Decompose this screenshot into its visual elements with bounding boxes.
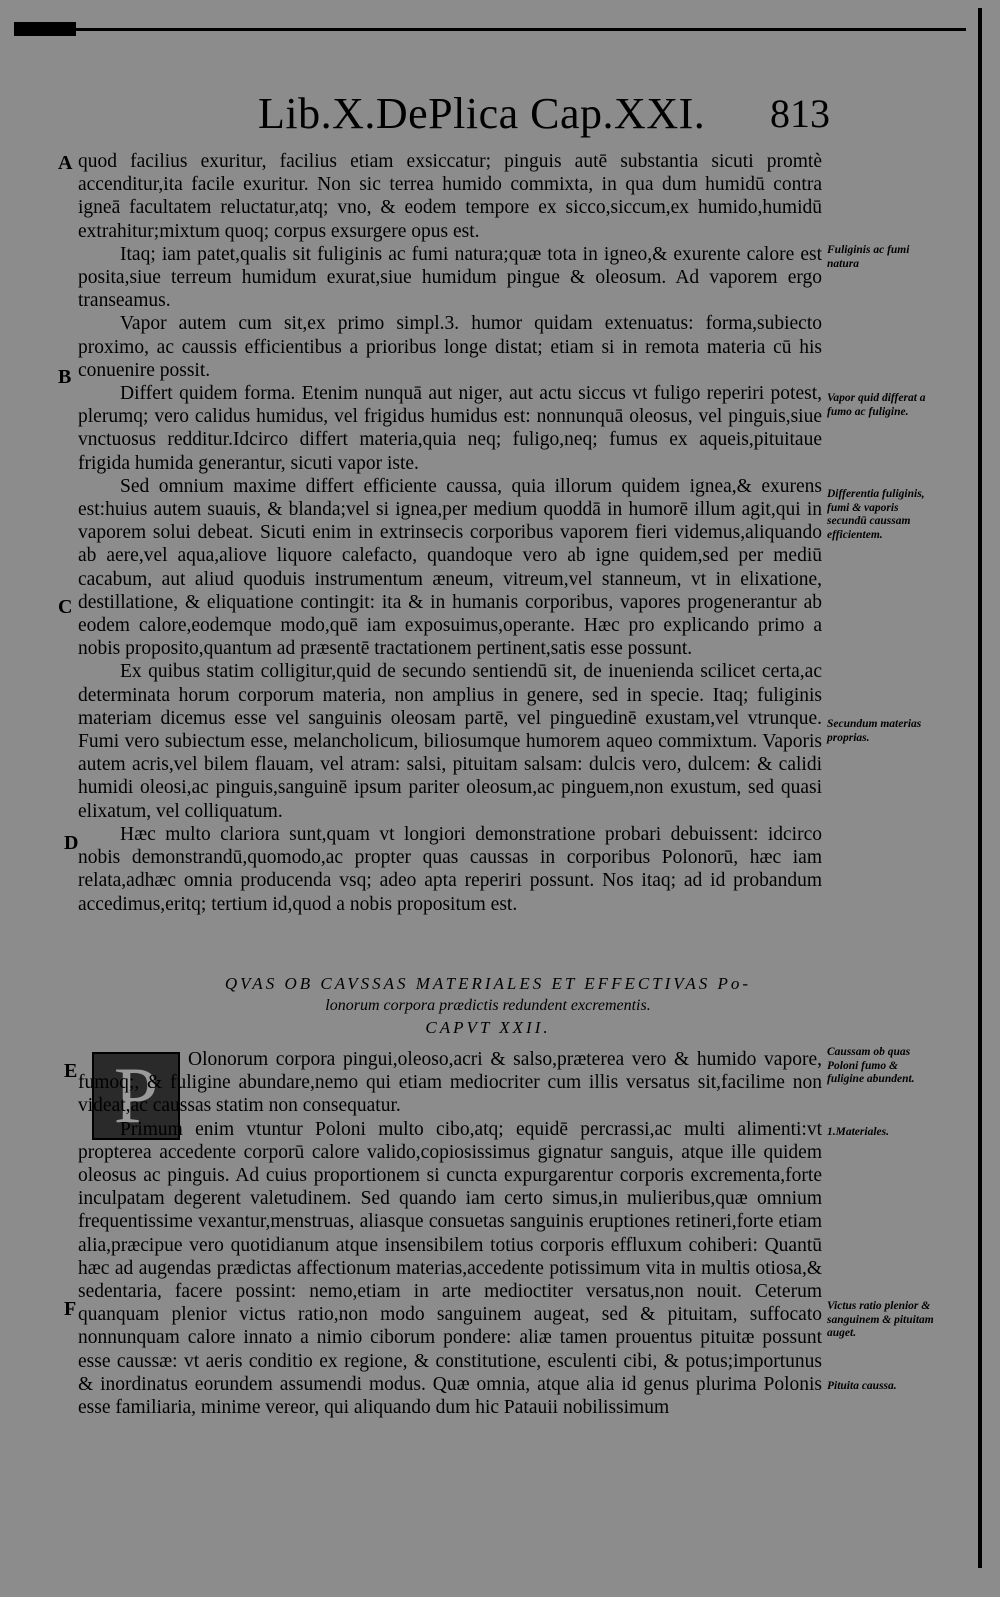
chapter-heading-line-1: QVAS OB CAVSSAS MATERIALES ET EFFECTIVAS Po- <box>224 974 752 993</box>
top-rule <box>14 18 969 24</box>
margin-note: Pituita caussa. <box>827 1380 897 1392</box>
section-letter-c: C <box>58 596 73 618</box>
paragraph: Vapor autem cum sit,ex primo simpl.3. humor quidam extenuatus: forma,subiecto proximo, ac caussis efficientibus a prioribus longe distat; etiam si in remota materia cū his conuenire possit. <box>78 313 822 381</box>
top-rule-thick <box>14 22 76 36</box>
page-number: 813 <box>770 91 830 136</box>
body-text-chapter-21 <box>78 150 822 916</box>
paragraph: Differt quidem forma. Etenim nunquā aut niger, aut actu siccus vt fuligo reperiri potest, plerumq; vero calidus humidus, vel frigidus humidus est: nonnunquā oleosus, vel pinguis,siue vnctuosus redditur.Idcirco differt materia,quia neq; fuligo,neq; fumus ex aqueis,pituitaue frigida humida generantur, sicuti vapor iste. <box>78 383 822 474</box>
paragraph: Primum enim vtuntur Poloni multo cibo,atq; equidē percrassi,ac multi alimenti:vt propterea accedente corporū calore valido,copiosissimus gignatur sanguis, atque ille quidem oleosus ac pinguis. Ad cuius proportionem si cuncta expurgarentur corporis excrementa,forte inculpatam degerent valetudinem. Sed quando iam certo simus,in mulieribus,quæ omnium frequentissime vexantur,menstruas, aliasque consuetas sanguinis eruptiones retineri,forte etiam alia,præcipue vero quotidianum atque insensibilem totius corporis effluxum cohiberi: Quantū hæc ad augendas prædictas affectionum materias,accedente potissimum vita in multis otiosa,& sedentaria, facere possint: nemo,etiam in arte medioctiter versatus,non nouit. Ceterum quanquam plenior victus ratio,non modo sanguinem augeat, sed & pituitam, suffocato nonnunquam calore innato a nimio ciborum pondere: aliæ tamen prouentus pituitæ possunt esse caussæ: vt aeris conditio ex regione, & constitutione, esculenti cibi, & potus;importunus & inordinatus eorundem assumendi modus. Quæ omnia, atque alia id genus plurima Polonis esse familiaria, minime vereor, qui aliquando dum hic Patauii nobilissimum <box>78 1118 822 1419</box>
chapter-number: CAPVT XXII. <box>425 1018 551 1037</box>
section-letter-b: B <box>58 366 72 388</box>
paragraph: Ex quibus statim colligitur,quid de secundo sentiendū sit, de inuenienda scilicet certa,ac determinata horum corporum materia, non amplius in genere, sed in specie. Itaq; fuliginis materiam dicemus esse vel sanguinis oleosam partē, vel pinguedinē exustam,vel vtrunque. Fumi vero subiectum esse, melancholicum, biliosumque humorem aqueo commixtum. Vaporis autem acris,vel bilem flauam, vel atram: salsi, pituitam salsam: dulcis vero, dulcem: & calidi humidi oleosi,ac pinguis,sanguinē ipsum pariter oleosum,ac pinguem,non exustum, sed quasi elixatum, vel colliquatum. <box>78 661 822 822</box>
section-letter-f: F <box>64 1298 77 1320</box>
section-letter-d: D <box>64 832 79 854</box>
running-head: Lib.X.DePlica Cap.XXI. <box>258 89 706 138</box>
chapter-heading <box>148 972 828 1040</box>
paragraph: quod facilius exuritur, facilius etiam exsiccatur; pinguis autē substantia sicuti promtè accenditur,ita facile exuritur. Non sic terrea humido commixta, in qua dum humidū contra igneā facultatem reluctatur,atq; vno, & eodem tempore ex sicco,siccum,ex humido,humidū extrahitur;mixtum quoq; corpus exsurgere opus est. <box>78 151 822 242</box>
margin-note: Differentia fuliginis, fumi & vaporis secundū caussam efficientem. <box>827 488 925 541</box>
section-letter-a: A <box>58 152 73 174</box>
margin-note: Fuliginis ac fumi natura <box>827 244 910 270</box>
page-edge <box>978 8 982 1568</box>
paragraph: Sed omnium maxime differt efficiente caussa, quia illorum quidem ignea,& exurens est:huius autem suauis, & blanda;vel si ignea,per medium quoddā in humorē illum agit,qui in vaporem solui debeat. Sicuti enim in extrinsecis corporibus vaporem fieri videmus,aliquando ab aere,vel aqua,aliove liquore calefacto, quandoque vero ab igne quidem,sed per mediū cacabum, aut aliud quoduis instrumentum æneum, vitreum,vel stanneum, vt in elixatione, destillatione, & eliquatione contingit: ita & in humanis corporibus, vapores progenerantur ab eodem calore,eodemque modo,quē iam exposuimus,operante. Hæc pro explicando primo a nobis proposito,quantum ad præsentē tractationem pertinent,satis esse possunt. <box>78 475 822 660</box>
section-letter-e: E <box>64 1060 78 1082</box>
paragraph: Itaq; iam patet,qualis sit fuliginis ac fumi natura;quæ tota in igneo,& exurente calore est posita,siue terreum humidum exurat,siue humidum pingue & oleosum. Ad vaporem ergo transeamus. <box>78 243 822 312</box>
paragraph: Olonorum corpora pingui,oleoso,acri & salso,præterea vero & humido vapore, fumoq;, & fuligine abundare,nemo qui etiam mediocriter cum illis versatus sit,facilime non videat,ac caussas statim non consequatur. <box>78 1049 822 1117</box>
body-text-chapter-22 <box>78 1048 822 1419</box>
chapter-heading-line-2: lonorum corpora prædictis redundent excrementis. <box>325 997 651 1014</box>
paragraph: Hæc multo clariora sunt,quam vt longiori demonstratione probari debuissent: idcirco nobis demonstrandū,quomodo,ac propter quas caussas in corporibus Polonorū, hæc iam relata,adhæc omnia producenda vsq; adeo apta reperiri possunt. Nos itaq; ad id probandum accedimus,eritq; tertium id,quod a nobis propositum est. <box>78 823 822 915</box>
decorated-initial-letter: P <box>113 1052 159 1140</box>
margin-note: Secundum materias proprias. <box>827 718 922 744</box>
margin-note: Caussam ob quas Poloni fumo & fuligine abundent. <box>827 1046 915 1085</box>
margin-note: 1.Materiales. <box>827 1126 889 1138</box>
margin-note: Victus ratio plenior & sanguinem & pituitam auget. <box>827 1300 934 1339</box>
top-rule-line <box>76 28 966 31</box>
margin-note: Vapor quid differat a fumo ac fuligine. <box>827 392 926 418</box>
